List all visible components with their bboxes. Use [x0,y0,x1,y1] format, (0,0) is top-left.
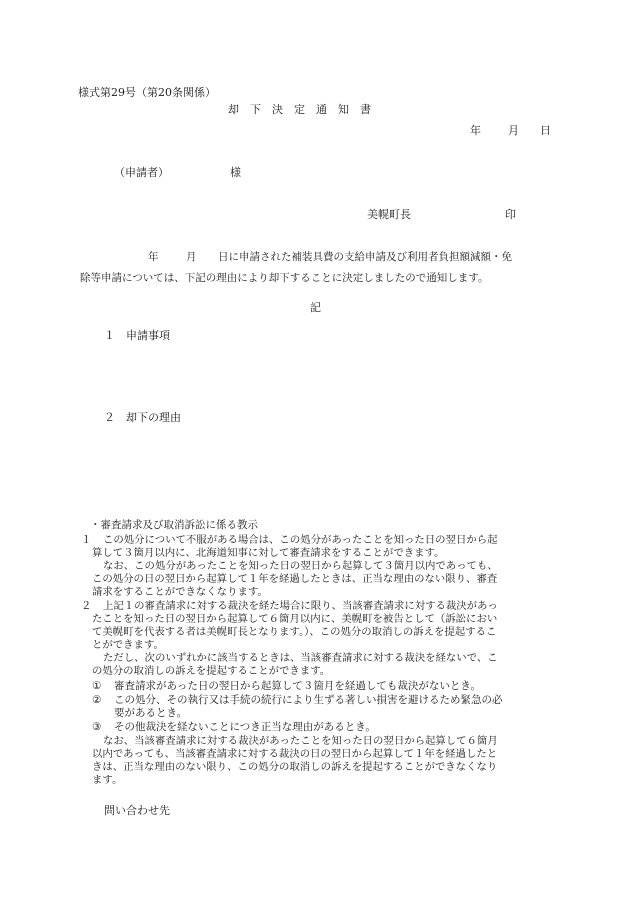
notice-line: この処分について不服がある場合は、この処分があったことを知った日の翌日から起 [103,534,498,546]
date-month-label: 月 [508,124,519,137]
date-year-label: 年 [470,124,481,137]
subitem-line: この処分、その執行又は手続の続行により生ずる著しい損害を避けるため緊急の必 [114,694,503,706]
section-number: ２ [104,411,115,424]
notice-line: て美幌町を代表する者は美幌町長となります。）、この処分の取消しの訴えを提起するこ [92,626,497,638]
section-label: 却下の理由 [126,411,181,424]
notice-line: なお、この処分があったことを知った日の翌日から起算して３箇月以内であっても、 [103,560,498,572]
section-label: 申請事項 [126,329,170,342]
notice-line: ただし、次のいずれかに該当するときは、当該審査請求に対する裁決を経ないで、こ [103,652,498,664]
subitem-line: 要があるとき。 [114,707,188,719]
applicant-honorific: 様 [230,166,241,179]
notice-line: とができます。 [92,639,164,651]
body-line-1: 日に申請された補装具費の支給申請及び利用者負担額減額・免 [218,251,512,263]
notice-line: の処分の取消しの訴えを提起することができます。 [92,665,331,677]
date-day-label: 日 [540,124,551,137]
notice-line: 以内であっても、当該審査請求に対する裁決の日の翌日から起算して１年を経過したと [92,748,498,760]
page-title: 却 下 決 定 通 知 書 [228,103,371,116]
notice-line: この処分の日の翌日から起算して１年を経過したときは、正当な理由のない限り、審査 [92,573,498,585]
item-number: １ [81,534,92,546]
notice-line: ます。 [92,774,123,786]
subitem-mark: ③ [92,721,102,733]
subitem-line: 審査請求があった日の翌日から起算して３箇月を経過しても裁決がないとき。 [114,680,481,692]
notice-line: 算して３箇月以内に、北海道知事に対して審査請求をすることができます。 [92,547,445,559]
issuer-name: 美幌町長 [367,208,411,221]
subitem-mark: ① [92,680,102,692]
contact-label: 問い合わせ先 [104,804,170,817]
form-number: 様式第29号（第20条関係） [78,86,216,99]
body-year-label: 年 [148,251,159,263]
notice-line: きは、正当な理由のない限り、この処分の取消しの訴えを提起することができなくなり [92,761,498,773]
section-number: １ [104,329,115,342]
ki-heading: 記 [310,301,321,314]
body-month-label: 月 [186,251,197,263]
notice-line: たことを知った日の翌日から起算して６箇月以内に、美幌町を被告として（訴訟におい [92,613,498,625]
notice-line: 請求をすることができなくなります。 [92,586,268,598]
notice-heading: ・審査請求及び取消訴訟に係る教示 [90,519,258,531]
notice-closing [92,735,498,787]
seal-mark: 印 [505,208,516,221]
applicant-label: （申請者） [114,166,169,179]
subitem-mark: ② [92,694,102,706]
body-line-2: 除等申請については、下記の理由により却下することに決定しましたので通知します。 [80,272,489,284]
subitem-line: その他裁決を経ないことにつき正当な理由があるとき。 [114,721,376,733]
item-number: ２ [81,600,92,612]
notice-line: 上記１の審査請求に対する裁決を経た場合に限り、当該審査請求に対する裁決があっ [103,600,498,612]
notice-line: なお、当該審査請求に対する裁決があったことを知った日の翌日から起算して６箇月 [103,735,498,747]
